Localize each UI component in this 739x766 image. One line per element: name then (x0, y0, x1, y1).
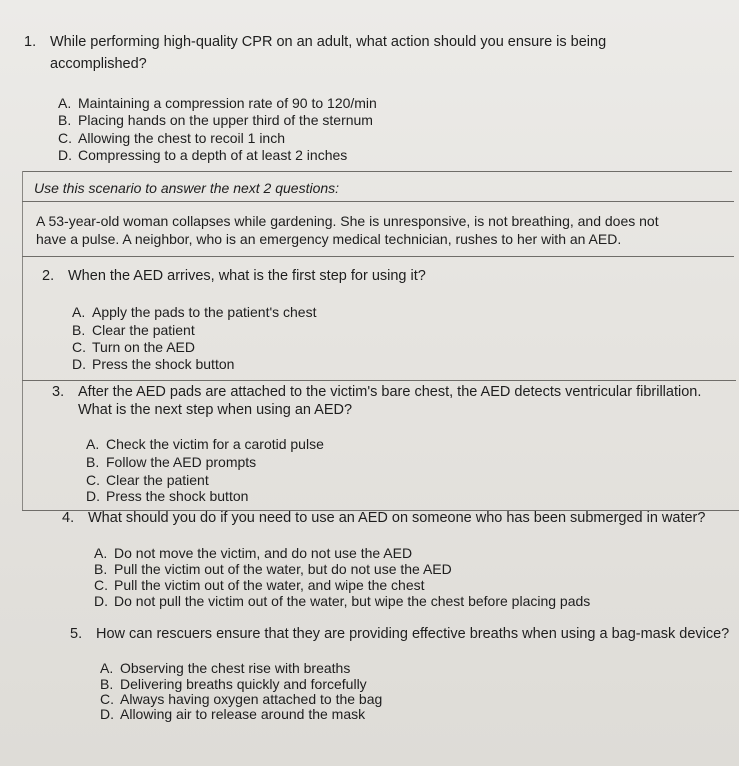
option-letter: C. (58, 130, 72, 146)
question-text: After the AED pads are attached to the victim's bare chest, the AED detects ventricular fibrillation. (78, 384, 702, 400)
q3-option-a[interactable] (86, 436, 324, 452)
option-text: Always having oxygen attached to the bag (120, 691, 383, 707)
option-text: Do not pull the victim out of the water, but wipe the chest before placing pads (114, 593, 591, 609)
option-text: Press the shock button (106, 488, 249, 504)
option-text: Apply the pads to the patient's chest (92, 304, 317, 320)
option-letter: D. (86, 488, 100, 504)
q1-option-a[interactable] (58, 95, 377, 111)
question-number: 2. (42, 268, 55, 284)
option-letter: B. (58, 112, 72, 128)
question-2 (42, 268, 426, 284)
option-text: Pull the victim out of the water, but do not use the AED (114, 561, 452, 577)
question-text: While performing high-quality CPR on an adult, what action should you ensure is being (50, 34, 607, 50)
q4-option-b[interactable] (94, 561, 452, 577)
question-1-line2 (50, 56, 147, 72)
scenario-left-border (22, 171, 23, 511)
option-text: Follow the AED prompts (106, 454, 257, 470)
q2-option-c[interactable] (72, 339, 195, 355)
q5-option-d[interactable] (100, 706, 365, 722)
option-text: Observing the chest rise with breaths (120, 660, 351, 676)
question-number: 4. (62, 510, 75, 526)
question-5 (70, 626, 729, 642)
question-3-line2 (78, 402, 352, 418)
q5-option-b[interactable] (100, 676, 367, 692)
question-1 (24, 34, 606, 50)
option-letter: C. (86, 472, 100, 488)
option-text: Check the victim for a carotid pulse (106, 436, 324, 452)
question-text: accomplished? (50, 56, 147, 72)
option-letter: B. (72, 322, 86, 338)
scenario-line-2: have a pulse. A neighbor, who is an emergency medical technician, rushes to her with an AED. (36, 231, 622, 247)
scenario-heading: Use this scenario to answer the next 2 questions: (34, 180, 340, 196)
scenario-heading-divider (22, 201, 734, 202)
option-text: Clear the patient (106, 472, 209, 488)
scenario-top-border (22, 171, 732, 172)
option-letter: A. (100, 660, 114, 676)
option-letter: C. (94, 577, 108, 593)
question-number: 3. (52, 384, 65, 400)
q5-option-c[interactable] (100, 691, 382, 707)
scenario-line-1: A 53-year-old woman collapses while gardening. She is unresponsive, is not breathing, and does not (36, 213, 659, 229)
option-text: Do not move the victim, and do not use the AED (114, 545, 413, 561)
scenario-divider (22, 256, 734, 257)
q3-option-d[interactable] (86, 488, 248, 504)
option-letter: D. (58, 147, 72, 163)
q3-option-b[interactable] (86, 454, 256, 470)
q1-option-c[interactable] (58, 130, 285, 146)
question-text: How can rescuers ensure that they are providing effective breaths when using a bag-mask device? (96, 626, 730, 642)
q4-option-d[interactable] (94, 593, 590, 609)
option-letter: A. (94, 545, 108, 561)
question-3 (52, 384, 701, 400)
option-text: Clear the patient (92, 322, 195, 338)
option-letter: A. (58, 95, 72, 111)
option-letter: C. (72, 339, 86, 355)
option-text: Placing hands on the upper third of the sternum (78, 112, 373, 128)
option-letter: D. (94, 593, 108, 609)
question-text: When the AED arrives, what is the first step for using it? (68, 268, 426, 284)
option-text: Compressing to a depth of at least 2 inches (78, 147, 348, 163)
option-text: Allowing air to release around the mask (120, 706, 366, 722)
option-text: Allowing the chest to recoil 1 inch (78, 130, 285, 146)
option-letter: A. (72, 304, 86, 320)
option-letter: D. (100, 706, 114, 722)
option-text: Press the shock button (92, 356, 235, 372)
question-text: What should you do if you need to use an AED on someone who has been submerged in water? (88, 510, 706, 526)
q2-option-a[interactable] (72, 304, 317, 320)
q4-option-a[interactable] (94, 545, 412, 561)
q1-option-d[interactable] (58, 147, 347, 163)
q3-option-c[interactable] (86, 472, 209, 488)
option-text: Maintaining a compression rate of 90 to 120/min (78, 95, 377, 111)
question-text: What is the next step when using an AED? (78, 402, 353, 418)
option-text: Delivering breaths quickly and forcefully (120, 676, 367, 692)
option-text: Pull the victim out of the water, and wipe the chest (114, 577, 425, 593)
option-letter: A. (86, 436, 100, 452)
option-letter: B. (100, 676, 114, 692)
option-text: Turn on the AED (92, 339, 195, 355)
question-number: 5. (70, 626, 83, 642)
q2-option-b[interactable] (72, 322, 195, 338)
question-4 (62, 510, 705, 526)
q1-option-b[interactable] (58, 112, 373, 128)
option-letter: B. (94, 561, 108, 577)
q4-option-c[interactable] (94, 577, 425, 593)
option-letter: D. (72, 356, 86, 372)
q5-option-a[interactable] (100, 660, 350, 676)
question-number: 1. (24, 34, 37, 50)
option-letter: C. (100, 691, 114, 707)
q2-option-d[interactable] (72, 356, 234, 372)
q2-divider (22, 380, 736, 381)
option-letter: B. (86, 454, 100, 470)
